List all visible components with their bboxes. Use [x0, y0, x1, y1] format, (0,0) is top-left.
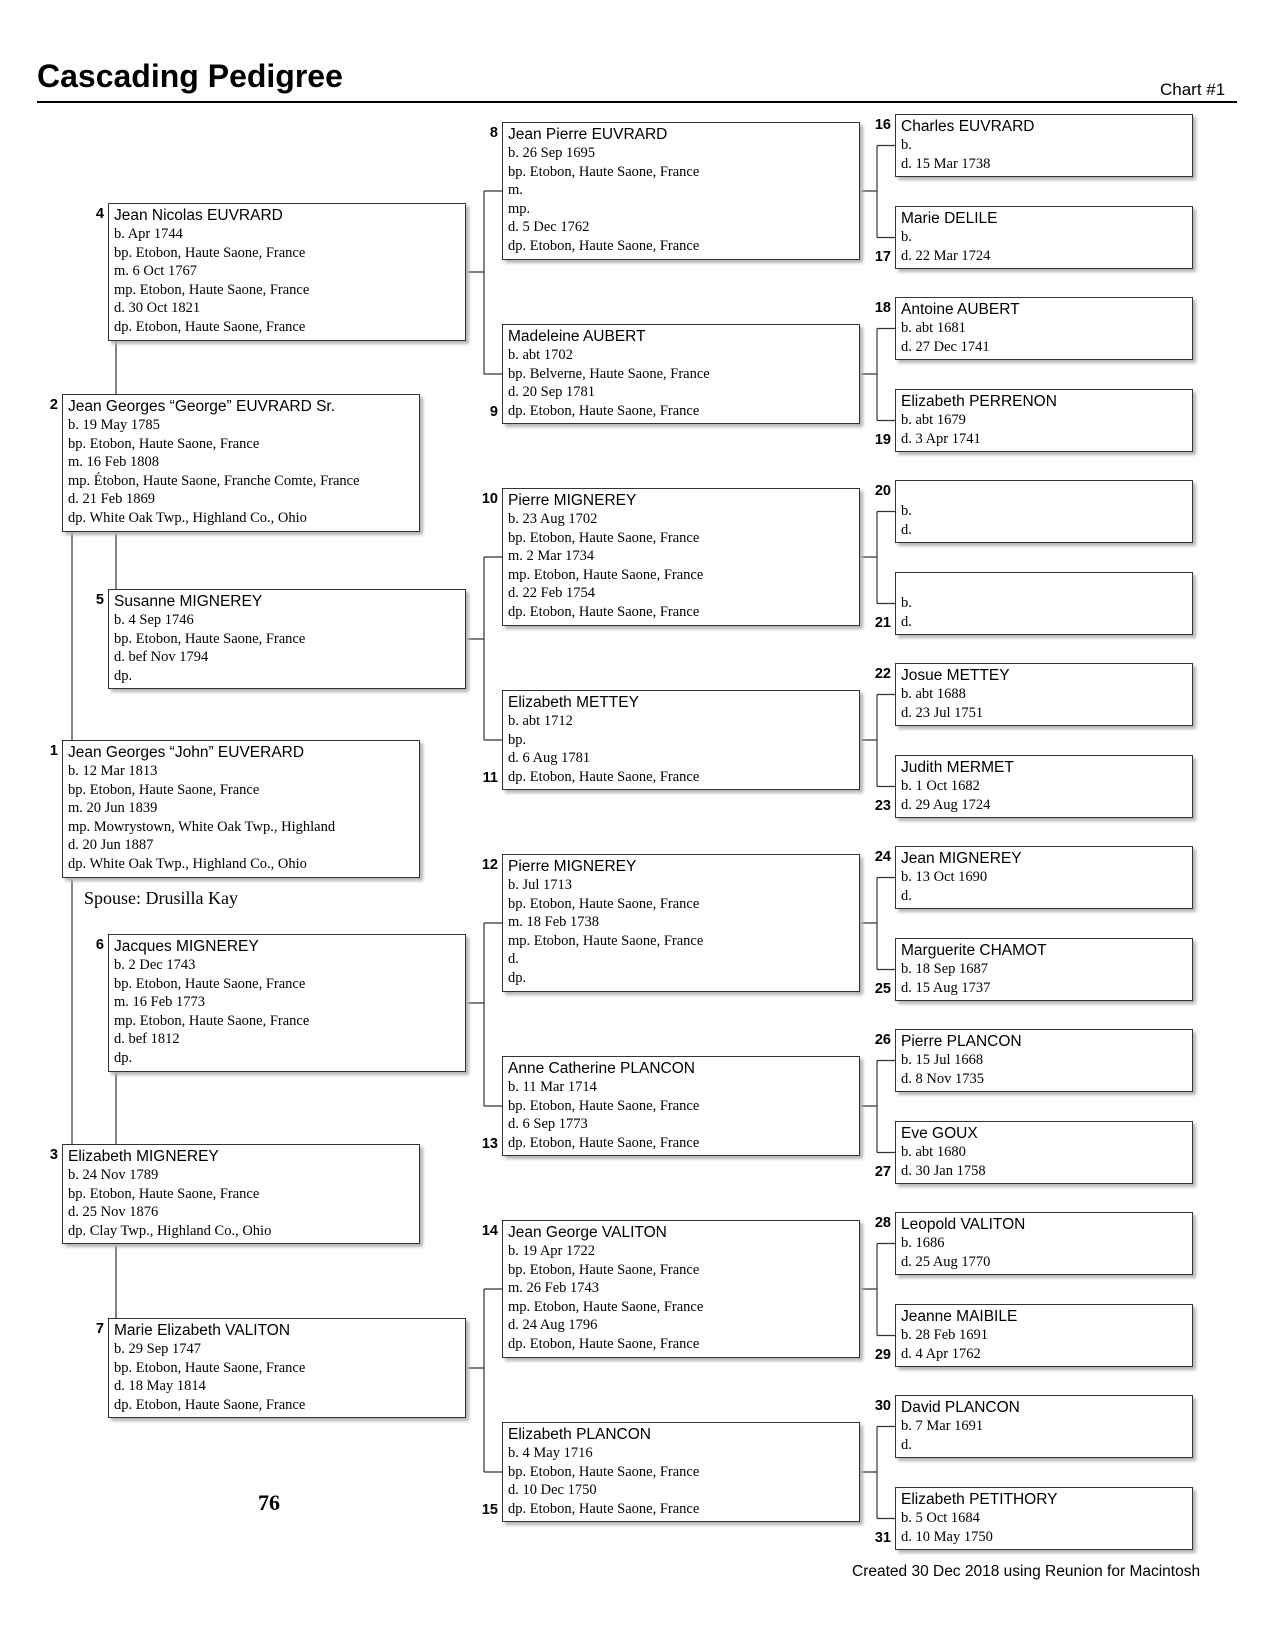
- person-fact: b. Apr 1744: [114, 226, 183, 242]
- person-fact: dp. Etobon, Haute Saone, France: [508, 1335, 700, 1352]
- person-box-1: [62, 740, 420, 878]
- person-fact: b. 2 Dec 1743: [114, 957, 196, 973]
- person-fact: b. abt 1702: [508, 347, 573, 363]
- person-fact: d. 30 Jan 1758: [901, 1162, 986, 1179]
- person-name: Pierre MIGNEREY: [508, 858, 637, 875]
- person-fact: d. bef Nov 1794: [114, 649, 209, 665]
- person-fact: b.: [901, 595, 912, 611]
- person-name: Marguerite CHAMOT: [901, 942, 1047, 959]
- person-number: 8: [489, 125, 498, 141]
- person-name: Jean MIGNEREY: [901, 850, 1022, 867]
- person-fact: d.: [901, 521, 912, 538]
- person-name: Marie DELILE: [901, 210, 998, 227]
- person-name: Elizabeth PERRENON: [901, 393, 1057, 410]
- person-box-16: [895, 114, 1193, 177]
- person-fact: b.: [901, 229, 912, 245]
- person-fact: b.: [901, 137, 912, 153]
- person-box-2: [62, 394, 420, 532]
- person-fact: d. 24 Aug 1796: [508, 1317, 598, 1333]
- person-fact: mp. Etobon, Haute Saone, France: [508, 566, 704, 583]
- person-fact: b. 11 Mar 1714: [508, 1079, 597, 1095]
- person-fact: dp.: [508, 969, 527, 986]
- person-number: 14: [481, 1223, 498, 1239]
- spouse-label: Spouse: Drusilla Kay: [84, 888, 238, 908]
- person-number: 31: [874, 1530, 891, 1546]
- person-fact: dp. Etobon, Haute Saone, France: [508, 1134, 700, 1151]
- person-number: 9: [489, 404, 498, 420]
- person-box-26: [895, 1029, 1193, 1092]
- person-fact: mp. Étobon, Haute Saone, Franche Comte, France: [68, 472, 360, 489]
- footer-credit: Created 30 Dec 2018 using Reunion for Macintosh: [852, 1563, 1201, 1580]
- person-fact: b. 1686: [901, 1235, 945, 1251]
- person-fact: bp. Etobon, Haute Saone, France: [114, 244, 306, 261]
- person-fact: bp. Etobon, Haute Saone, France: [114, 1359, 306, 1376]
- person-fact: bp. Etobon, Haute Saone, France: [114, 975, 306, 992]
- person-fact: d. 15 Aug 1737: [901, 979, 991, 996]
- person-box-31: [895, 1487, 1193, 1550]
- person-name: Elizabeth PETITHORY: [901, 1491, 1058, 1508]
- person-name: [901, 483, 1187, 502]
- person-fact: b. 4 May 1716: [508, 1445, 593, 1461]
- person-fact: b. 24 Nov 1789: [68, 1167, 159, 1183]
- person-number: 30: [874, 1398, 891, 1414]
- person-fact: bp. Etobon, Haute Saone, France: [508, 1097, 700, 1114]
- person-fact: mp. Etobon, Haute Saone, France: [508, 932, 704, 949]
- person-name: [901, 575, 1187, 594]
- person-fact: d. 15 Mar 1738: [901, 155, 991, 172]
- person-fact: d. 3 Apr 1741: [901, 430, 981, 447]
- person-number: 24: [874, 849, 891, 865]
- person-fact: b. abt 1688: [901, 686, 966, 702]
- person-fact: dp. Etobon, Haute Saone, France: [508, 768, 700, 785]
- person-fact: d. 6 Aug 1781: [508, 750, 591, 766]
- person-fact: d. 5 Dec 1762: [508, 219, 590, 235]
- person-name: Jean Nicolas EUVRARD: [114, 207, 283, 224]
- person-fact: bp. Etobon, Haute Saone, France: [68, 781, 260, 798]
- page-number: 76: [258, 1490, 280, 1515]
- person-box-24: [895, 846, 1193, 909]
- person-fact: dp. Etobon, Haute Saone, France: [508, 402, 700, 419]
- person-fact: m. 6 Oct 1767: [114, 263, 197, 279]
- person-number: 13: [481, 1136, 498, 1152]
- person-number: 17: [874, 249, 891, 265]
- person-fact: b. 26 Sep 1695: [508, 145, 595, 161]
- person-fact: m. 2 Mar 1734: [508, 548, 595, 564]
- chart-title: Cascading Pedigree: [37, 58, 343, 94]
- person-fact: dp. Clay Twp., Highland Co., Ohio: [68, 1222, 272, 1239]
- person-box-13: [502, 1056, 860, 1156]
- person-fact: b. 13 Oct 1690: [901, 869, 988, 885]
- person-box-25: [895, 938, 1193, 1001]
- person-box-4: [108, 203, 466, 341]
- chart-number: Chart #1: [1160, 80, 1226, 99]
- person-name: Pierre PLANCON: [901, 1033, 1022, 1050]
- person-fact: d. 6 Sep 1773: [508, 1116, 588, 1132]
- person-name: Leopold VALITON: [901, 1216, 1026, 1233]
- person-fact: d. 8 Nov 1735: [901, 1070, 984, 1087]
- person-number: 23: [874, 798, 891, 814]
- person-name: Marie Elizabeth VALITON: [114, 1322, 291, 1339]
- person-fact: b. abt 1679: [901, 412, 966, 428]
- person-box-19: [895, 389, 1193, 452]
- person-fact: d. 18 May 1814: [114, 1378, 206, 1394]
- person-box-27: [895, 1121, 1193, 1184]
- person-number: 5: [95, 592, 104, 608]
- person-number: 22: [874, 666, 891, 682]
- person-fact: d. 25 Nov 1876: [68, 1204, 159, 1220]
- person-fact: dp.: [114, 667, 133, 684]
- person-fact: b. abt 1681: [901, 320, 966, 336]
- person-number: 10: [481, 491, 498, 507]
- person-box-28: [895, 1212, 1193, 1275]
- person-fact: bp. Etobon, Haute Saone, France: [508, 163, 700, 180]
- person-number: 29: [874, 1347, 891, 1363]
- person-fact: b. Jul 1713: [508, 877, 573, 893]
- person-box-21: [895, 572, 1193, 635]
- person-box-9: [502, 324, 860, 424]
- person-number: 11: [482, 770, 498, 786]
- person-fact: bp. Etobon, Haute Saone, France: [508, 529, 700, 546]
- person-fact: m. 20 Jun 1839: [68, 800, 158, 816]
- person-box-12: [502, 854, 860, 992]
- person-box-5: [108, 589, 466, 689]
- person-fact: mp. Etobon, Haute Saone, France: [114, 1012, 310, 1029]
- person-fact: bp. Etobon, Haute Saone, France: [508, 895, 700, 912]
- person-fact: d.: [508, 951, 519, 967]
- person-fact: d. 10 May 1750: [901, 1528, 993, 1545]
- person-box-3: [62, 1144, 420, 1244]
- person-fact: b. 12 Mar 1813: [68, 763, 158, 779]
- person-fact: b. 23 Aug 1702: [508, 511, 598, 527]
- person-name: David PLANCON: [901, 1399, 1020, 1416]
- person-box-11: [502, 690, 860, 790]
- person-box-10: [502, 488, 860, 626]
- person-number: 19: [874, 432, 891, 448]
- person-fact: dp. Etobon, Haute Saone, France: [114, 318, 306, 335]
- person-fact: dp. White Oak Twp., Highland Co., Ohio: [68, 509, 307, 526]
- person-name: Jean George VALITON: [508, 1224, 667, 1241]
- person-number: 25: [874, 981, 891, 997]
- person-box-8: [502, 122, 860, 260]
- person-box-14: [502, 1220, 860, 1358]
- person-fact: bp. Etobon, Haute Saone, France: [68, 435, 260, 452]
- person-fact: b. 29 Sep 1747: [114, 1341, 201, 1357]
- person-fact: dp. Etobon, Haute Saone, France: [508, 1500, 700, 1517]
- person-fact: d.: [901, 887, 912, 904]
- person-fact: b. 1 Oct 1682: [901, 778, 980, 794]
- person-fact: bp. Etobon, Haute Saone, France: [508, 1463, 700, 1480]
- person-fact: d. 23 Jul 1751: [901, 704, 984, 721]
- person-number: 4: [95, 206, 104, 222]
- person-number: 1: [49, 743, 58, 759]
- person-box-6: [108, 934, 466, 1072]
- person-fact: b. 28 Feb 1691: [901, 1327, 988, 1343]
- person-fact: d. 4 Apr 1762: [901, 1345, 981, 1362]
- person-fact: d. 10 Dec 1750: [508, 1482, 597, 1498]
- person-box-20: [895, 480, 1193, 543]
- person-number: 2: [49, 397, 58, 413]
- person-fact: b.: [901, 503, 912, 519]
- person-fact: d. 30 Oct 1821: [114, 300, 201, 316]
- person-box-7: [108, 1318, 466, 1418]
- person-fact: b. 18 Sep 1687: [901, 961, 988, 977]
- person-box-15: [502, 1422, 860, 1522]
- person-name: Elizabeth PLANCON: [508, 1426, 652, 1443]
- person-fact: d. 25 Aug 1770: [901, 1253, 991, 1270]
- person-number: 16: [874, 117, 891, 133]
- person-fact: b. 7 Mar 1691: [901, 1418, 984, 1434]
- person-fact: d.: [901, 1436, 912, 1453]
- person-number: 6: [95, 937, 104, 953]
- person-fact: mp. Etobon, Haute Saone, France: [114, 281, 310, 298]
- person-name: Elizabeth METTEY: [508, 694, 639, 711]
- person-fact: b. abt 1680: [901, 1144, 966, 1160]
- person-number: 7: [95, 1321, 104, 1337]
- person-fact: m.: [508, 182, 523, 198]
- person-box-17: [895, 206, 1193, 269]
- person-name: Jacques MIGNEREY: [114, 938, 259, 955]
- person-fact: d. 22 Feb 1754: [508, 585, 595, 601]
- person-name: Josue METTEY: [901, 667, 1010, 684]
- person-name: Susanne MIGNEREY: [114, 593, 263, 610]
- person-fact: m. 26 Feb 1743: [508, 1280, 600, 1296]
- person-fact: dp. Etobon, Haute Saone, France: [508, 237, 700, 254]
- person-fact: b. 5 Oct 1684: [901, 1510, 980, 1526]
- person-fact: d. 21 Feb 1869: [68, 491, 155, 507]
- person-fact: bp. Etobon, Haute Saone, France: [508, 1261, 700, 1278]
- person-fact: d. 27 Dec 1741: [901, 338, 990, 355]
- person-fact: d. 20 Sep 1781: [508, 384, 595, 400]
- person-fact: b. 15 Jul 1668: [901, 1052, 984, 1068]
- person-number: 12: [481, 857, 498, 873]
- person-fact: d.: [901, 613, 912, 630]
- person-box-30: [895, 1395, 1193, 1458]
- person-fact: mp. Etobon, Haute Saone, France: [508, 1298, 704, 1315]
- person-fact: dp. Etobon, Haute Saone, France: [114, 1396, 306, 1413]
- person-name: Madeleine AUBERT: [508, 328, 646, 345]
- person-fact: m. 16 Feb 1773: [114, 994, 206, 1010]
- person-fact: dp. White Oak Twp., Highland Co., Ohio: [68, 855, 307, 872]
- person-fact: bp.: [508, 731, 527, 748]
- person-name: Jeanne MAIBILE: [901, 1308, 1018, 1325]
- person-number: 20: [874, 483, 891, 499]
- person-number: 15: [481, 1502, 498, 1518]
- person-fact: d. 29 Aug 1724: [901, 796, 991, 813]
- person-number: 26: [874, 1032, 891, 1048]
- person-fact: mp.: [508, 200, 531, 217]
- person-number: 18: [874, 300, 891, 316]
- person-fact: d. 20 Jun 1887: [68, 837, 154, 853]
- person-number: 3: [49, 1147, 58, 1163]
- person-fact: b. 4 Sep 1746: [114, 612, 194, 628]
- person-number: 21: [874, 615, 891, 631]
- person-box-22: [895, 663, 1193, 726]
- person-name: Jean Pierre EUVRARD: [508, 126, 668, 143]
- person-box-23: [895, 755, 1193, 818]
- person-name: Antoine AUBERT: [901, 301, 1020, 318]
- person-fact: dp.: [114, 1049, 133, 1066]
- person-fact: bp. Etobon, Haute Saone, France: [68, 1185, 260, 1202]
- person-fact: bp. Belverne, Haute Saone, France: [508, 365, 710, 382]
- person-fact: b. 19 Apr 1722: [508, 1243, 595, 1259]
- person-number: 27: [874, 1164, 891, 1180]
- person-name: Anne Catherine PLANCON: [508, 1060, 695, 1077]
- person-fact: d. bef 1812: [114, 1031, 180, 1047]
- person-name: Jean Georges “John” EUVERARD: [68, 744, 305, 761]
- person-box-29: [895, 1304, 1193, 1367]
- person-fact: m. 18 Feb 1738: [508, 914, 600, 930]
- person-fact: mp. Mowrystown, White Oak Twp., Highland: [68, 818, 336, 835]
- person-fact: b. abt 1712: [508, 713, 573, 729]
- person-name: Judith MERMET: [901, 759, 1014, 776]
- person-fact: bp. Etobon, Haute Saone, France: [114, 630, 306, 647]
- person-box-18: [895, 297, 1193, 360]
- person-fact: m. 16 Feb 1808: [68, 454, 160, 470]
- person-fact: dp. Etobon, Haute Saone, France: [508, 603, 700, 620]
- person-name: Jean Georges “George” EUVRARD Sr.: [68, 398, 336, 415]
- person-fact: b. 19 May 1785: [68, 417, 160, 433]
- person-name: Pierre MIGNEREY: [508, 492, 637, 509]
- person-name: Charles EUVRARD: [901, 118, 1035, 135]
- person-name: Elizabeth MIGNEREY: [68, 1148, 219, 1165]
- person-fact: d. 22 Mar 1724: [901, 247, 991, 264]
- person-name: Eve GOUX: [901, 1125, 978, 1142]
- person-number: 28: [874, 1215, 891, 1231]
